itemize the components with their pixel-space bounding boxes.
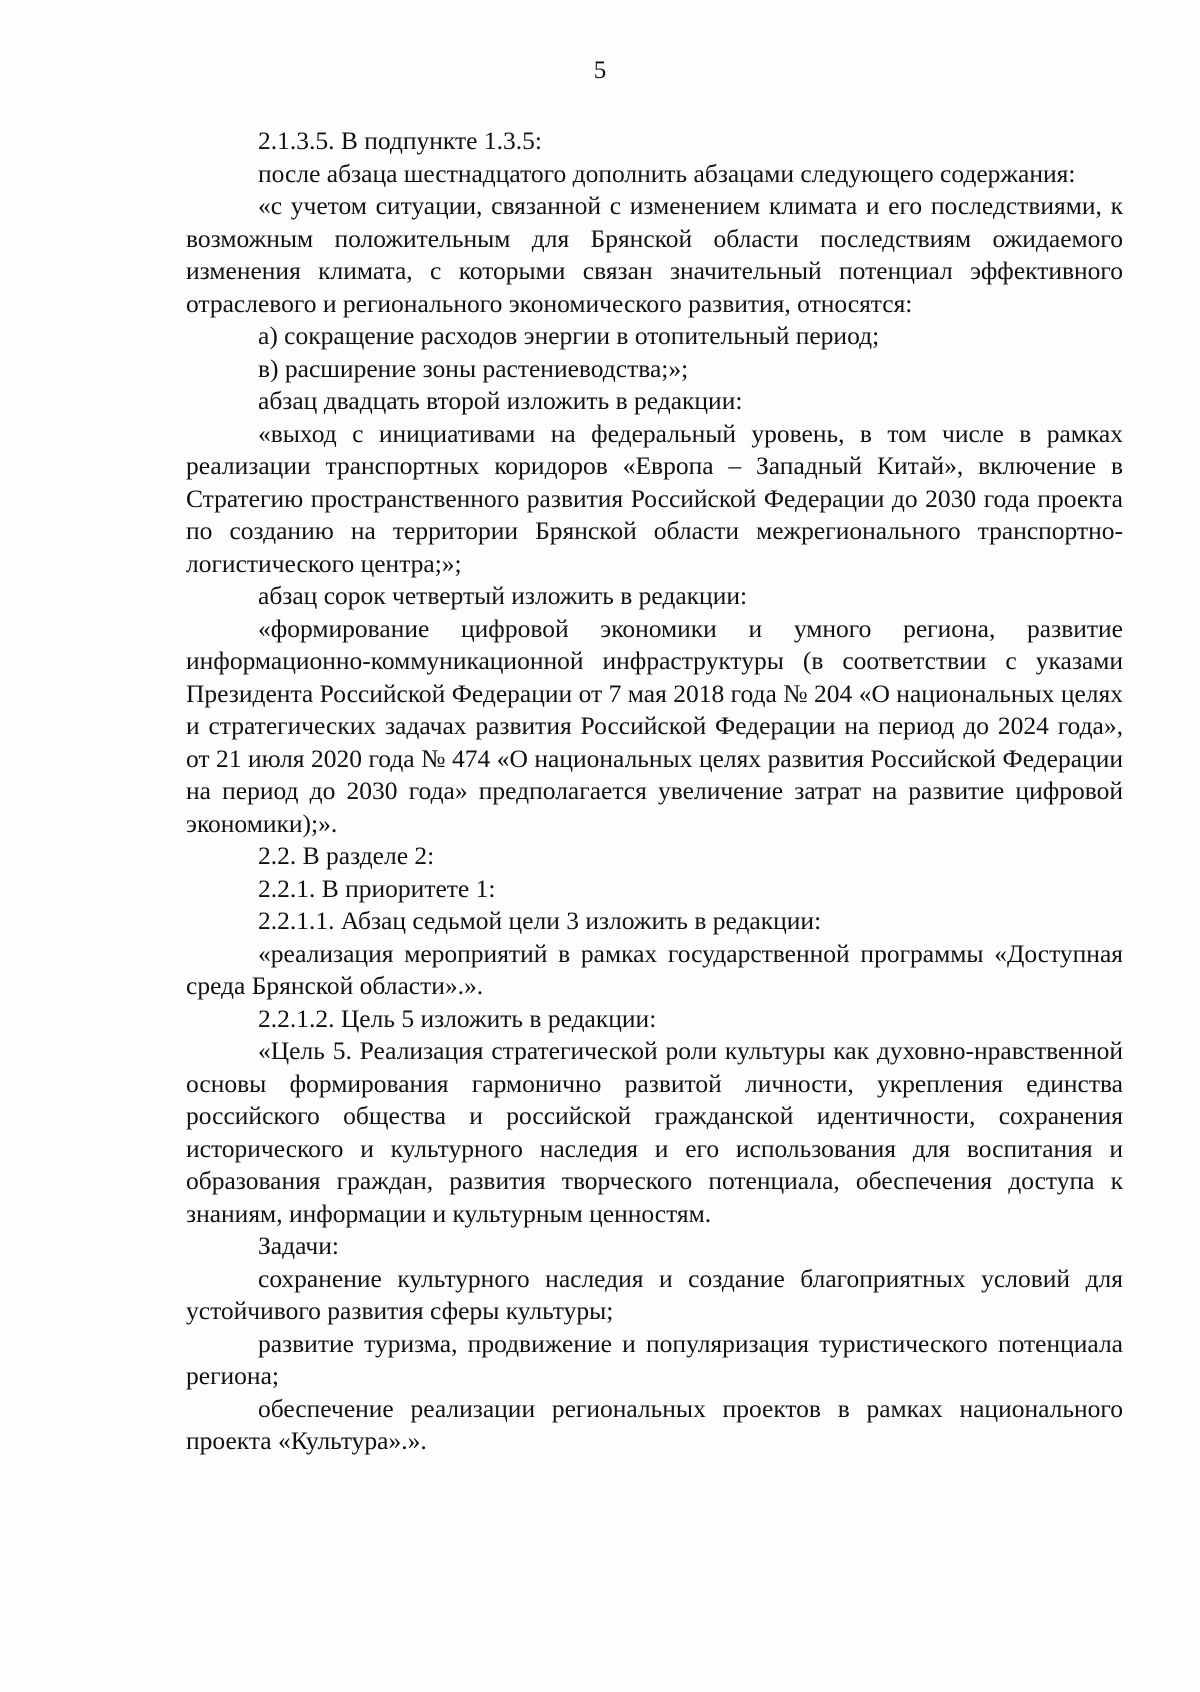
- list-item-national-project-culture: обеспечение реализации региональных проектов в рамках национального проекта «Культура».».: [186, 1393, 1123, 1455]
- paragraph-tasks-header: Задачи:: [258, 1231, 339, 1260]
- paragraph-2-2-1-2: 2.2.1.2. Цель 5 изложить в редакции:: [258, 1003, 657, 1033]
- paragraph-22-header: абзац двадцать второй изложить в редакции:: [258, 386, 743, 415]
- paragraph-44-header: абзац сорок четвертый изложить в редакции:: [258, 581, 748, 610]
- paragraph-digital-economy: «формирование цифровой экономики и умного региона, развитие информационно-коммуникационной инфраструктуры (в соответствии с указами Президента Российской Федерации от 7 мая 2018 года № 204 «О национальных целях и стратегических задачах развития Российской Федерации на период до 2024 года», от 21 июля 2020 года № 474 «О национальных целях развития Российской Федерации на период до 2030 года» предполагается увеличение затрат на развитие цифровой экономики);».: [186, 613, 1123, 838]
- paragraph-subpoint-2-1-3-5: 2.1.3.5. В подпункте 1.3.5:: [258, 126, 542, 155]
- paragraph-2-2-1-1: 2.2.1.1. Абзац седьмой цели 3 изложить в редакции:: [258, 906, 822, 935]
- list-item-crop-zone: в) расширение зоны растениеводства;»;: [258, 353, 689, 383]
- list-item-energy-savings: а) сокращение расходов энергии в отопительный период;: [258, 321, 880, 350]
- paragraph-climate-effects: «с учетом ситуации, связанной с изменением климата и его последствиями, к возможным положительным для Брянской области последствиям ожидаемого изменения климата, с которыми связан значительный потенциал эффективного отраслевого и регионального экономического развития, относятся:: [186, 191, 1123, 318]
- document-body: [186, 125, 1123, 1458]
- page-number: 5: [593, 57, 607, 84]
- list-item-cultural-heritage: сохранение культурного наследия и создание благоприятных условий для устойчивого развития сферы культуры;: [186, 1263, 1123, 1325]
- paragraph-accessible-environment: «реализация мероприятий в рамках государственной программы «Доступная среда Брянской области».».: [186, 938, 1123, 1000]
- paragraph-add-after-16: после абзаца шестнадцатого дополнить абзацами следующего содержания:: [258, 158, 1076, 188]
- list-item-tourism: развитие туризма, продвижение и популяризация туристического потенциала региона;: [186, 1328, 1123, 1390]
- paragraph-section-2-2: 2.2. В разделе 2:: [258, 841, 435, 870]
- paragraph-transport-corridors: «выход с инициативами на федеральный уровень, в том числе в рамках реализации транспортных коридоров «Европа – Западный Китай», включение в Стратегию пространственного развития Российской Федерации до 2030 года проекта по созданию на территории Брянской области межрегионального транспортно-логистического центра;»;: [186, 418, 1123, 578]
- paragraph-priority-1: 2.2.1. В приоритете 1:: [258, 873, 496, 903]
- paragraph-goal-5: «Цель 5. Реализация стратегической роли культуры как духовно-нравственной основы формирования гармонично развитой личности, укрепления единства российского общества и российской гражданской идентичности, сохранения исторического и культурного наследия и его использования для воспитания и образования граждан, развития творческого потенциала, обеспечения доступа к знаниям, информации и культурным ценностям.: [186, 1036, 1123, 1228]
